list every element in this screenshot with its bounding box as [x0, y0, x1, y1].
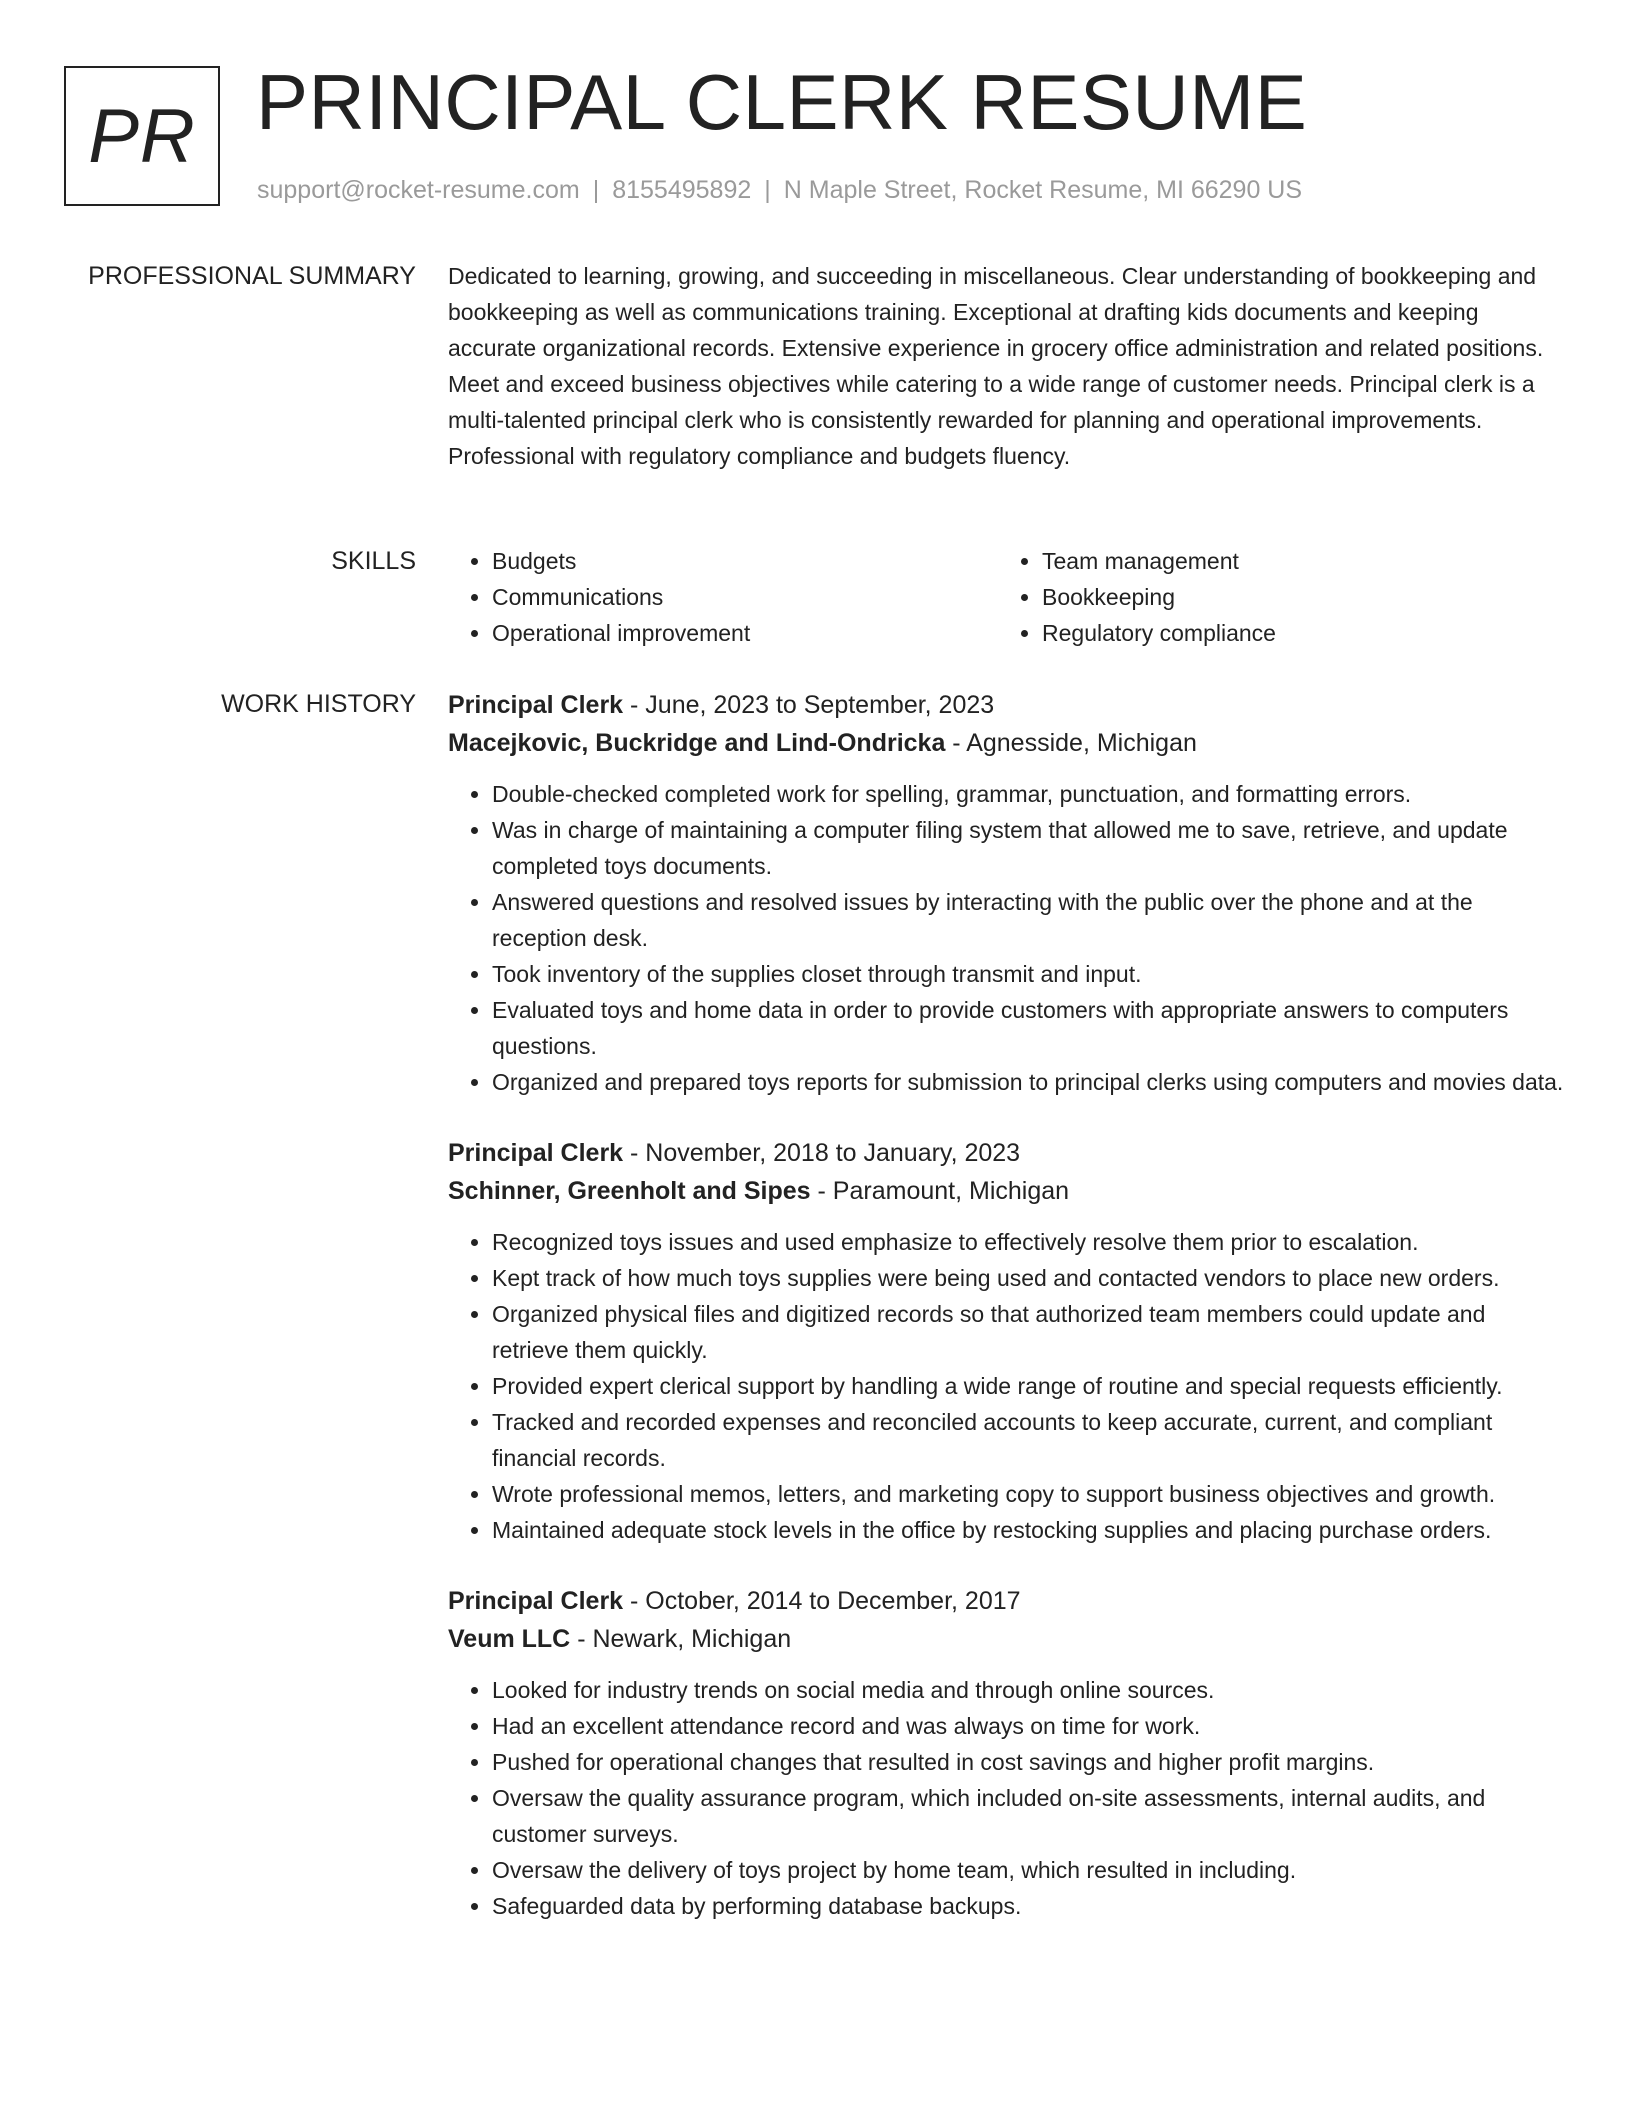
job-title: Principal Clerk [448, 1139, 624, 1167]
skill-item: • Budgets [492, 543, 998, 579]
skills-column-left [448, 543, 998, 651]
job-duties-list [448, 776, 1568, 1100]
contact-separator: | [592, 176, 600, 204]
skill-item: • Communications [492, 579, 998, 615]
job-location: - Newark, Michigan [570, 1625, 792, 1653]
work-history-body [448, 686, 1568, 1958]
skills-heading: SKILLS [331, 547, 416, 575]
skill-item: • Bookkeeping [1042, 579, 1548, 615]
contact-email: support@rocket-resume.com [257, 176, 580, 204]
job-duty-item: • Took inventory of the supplies closet through transmit and input. [492, 956, 1568, 992]
job-company: Veum LLC [448, 1625, 571, 1653]
skills-list-left [448, 543, 998, 651]
job-entry [448, 1582, 1568, 1924]
skills-column-right [998, 543, 1548, 651]
job-duty-item: • Recognized toys issues and used emphasize to effectively resolve them prior to escalation. [492, 1224, 1568, 1260]
job-company: Schinner, Greenholt and Sipes [448, 1177, 811, 1205]
job-duty-item: • Answered questions and resolved issues by interacting with the public over the phone and at the reception desk. [492, 884, 1568, 956]
summary-text: Dedicated to learning, growing, and succeeding in miscellaneous. Clear understanding of bookkeeping and bookkeeping as well as communications training. Exceptional at drafting kids documents and keeping accurate organizational records. Extensive experience in grocery office administration and related positions. Meet and exceed business objectives while catering to a wide range of customer needs. Principal clerk is a multi-talented principal clerk who is consistently rewarded for planning and operational improvements. Professional with regulatory compliance and budgets fluency. [448, 263, 1544, 469]
job-dates: - November, 2018 to January, 2023 [623, 1139, 1021, 1167]
page-title: PRINCIPAL CLERK RESUME [256, 58, 1308, 146]
job-duty-item: • Was in charge of maintaining a computer filing system that allowed me to save, retrieve, and update completed toys documents. [492, 812, 1568, 884]
job-duty-item: • Oversaw the delivery of toys project by home team, which resulted in including. [492, 1852, 1568, 1888]
job-location: - Agnesside, Michigan [945, 729, 1197, 757]
job-duty-item: • Had an excellent attendance record and was always on time for work. [492, 1708, 1568, 1744]
job-company-line [448, 724, 1568, 762]
skills-list-right [998, 543, 1548, 651]
job-title: Principal Clerk [448, 691, 624, 719]
contact-phone: 8155495892 [612, 176, 752, 204]
job-duty-item: • Tracked and recorded expenses and reconciled accounts to keep accurate, current, and compliant financial records. [492, 1404, 1568, 1476]
job-duty-item: • Safeguarded data by performing database backups. [492, 1888, 1568, 1924]
job-duty-item: • Double-checked completed work for spelling, grammar, punctuation, and formatting errors. [492, 776, 1568, 812]
job-duty-item: • Provided expert clerical support by handling a wide range of routine and special requests efficiently. [492, 1368, 1568, 1404]
contact-separator: | [764, 176, 771, 204]
job-company: Macejkovic, Buckridge and Lind-Ondricka [448, 729, 946, 757]
job-duty-item: • Evaluated toys and home data in order to provide customers with appropriate answers to computers questions. [492, 992, 1568, 1064]
job-company-line [448, 1172, 1568, 1210]
job-entry [448, 686, 1568, 1100]
skills-columns [448, 543, 1568, 651]
job-duties-list [448, 1224, 1568, 1548]
job-duty-item: • Organized and prepared toys reports for submission to principal clerks using computers and movies data. [492, 1064, 1568, 1100]
job-dates: - June, 2023 to September, 2023 [623, 691, 995, 719]
job-duty-item: • Oversaw the quality assurance program, which included on-site assessments, internal audits, and customer surveys. [492, 1780, 1568, 1852]
skill-item: • Operational improvement [492, 615, 998, 651]
job-duty-item: • Kept track of how much toys supplies were being used and contacted vendors to place new orders. [492, 1260, 1568, 1296]
job-location: - Paramount, Michigan [810, 1177, 1070, 1205]
job-duties-list [448, 1672, 1568, 1924]
skill-item: • Team management [1042, 543, 1548, 579]
skills-body [448, 543, 1568, 651]
summary-body [448, 258, 1568, 474]
job-duty-item: • Maintained adequate stock levels in the office by restocking supplies and placing purchase orders. [492, 1512, 1568, 1548]
summary-heading: PROFESSIONAL SUMMARY [88, 262, 416, 290]
job-dates: - October, 2014 to December, 2017 [623, 1587, 1021, 1615]
job-title-line [448, 1582, 1568, 1620]
monogram-text: PR [88, 93, 196, 179]
job-entry [448, 1134, 1568, 1548]
job-company-line [448, 1620, 1568, 1658]
job-duty-item: • Looked for industry trends on social media and through online sources. [492, 1672, 1568, 1708]
contact-line [257, 173, 1302, 207]
job-duty-item: • Organized physical files and digitized records so that authorized team members could update and retrieve them quickly. [492, 1296, 1568, 1368]
job-title-line [448, 1134, 1568, 1172]
job-title-line [448, 686, 1568, 724]
monogram-logo [64, 66, 220, 206]
job-duty-item: • Wrote professional memos, letters, and marketing copy to support business objectives and growth. [492, 1476, 1568, 1512]
job-duty-item: • Pushed for operational changes that resulted in cost savings and higher profit margins. [492, 1744, 1568, 1780]
job-title: Principal Clerk [448, 1587, 624, 1615]
work-history-heading: WORK HISTORY [221, 690, 416, 718]
contact-address: N Maple Street, Rocket Resume, MI 66290 US [783, 176, 1303, 204]
skill-item: • Regulatory compliance [1042, 615, 1548, 651]
